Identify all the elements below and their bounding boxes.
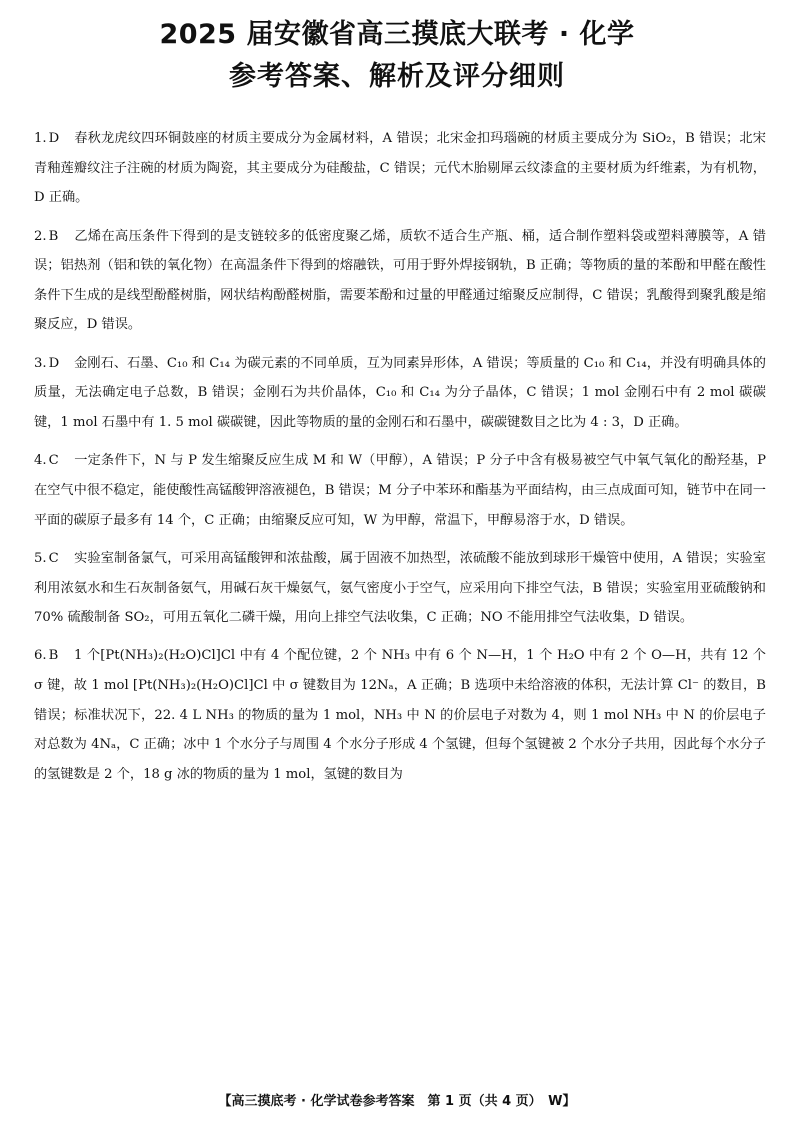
answer-list <box>34 124 766 798</box>
question-number: 2. <box>34 228 47 244</box>
question-number: 3. <box>34 355 47 371</box>
answer-item-5 <box>34 544 766 633</box>
answer-lead <box>34 446 59 476</box>
page-title: 2025 届安徽省高三摸底大联考 · 化学 <box>159 19 635 50</box>
answer-letter: B <box>48 228 59 244</box>
explanation-text: 乙烯在高压条件下得到的是支链较多的低密度聚乙烯，质软不适合生产瓶、桶，适合制作塑料袋或塑料薄膜等，A 错误；铝热剂（铝和铁的氧化物）在高温条件下得到的熔融铁，可用于野外焊接钢轨，B 正确；等物质的量的苯酚和甲醛在酸性条件下生成的是线型酚醛树脂，网状结构酚醛树脂，需要苯酚和过量的甲醛通过缩聚反应制得，C 错误；乳酸得到聚乳酸是缩聚反应，D 错误。 <box>34 228 766 333</box>
question-number: 6. <box>34 648 47 664</box>
answer-letter: D <box>48 355 60 371</box>
explanation-text: 实验室制备氯气，可采用高锰酸钾和浓盐酸，属于固液不加热型，浓硫酸不能放到球形干燥管中使用，A 错误；实验室利用浓氨水和生石灰制备氨气，用碱石灰干燥氨气，氨气密度小于空气，应采用向下排空气法，B 错误；实验室用亚硫酸钠和 70% 硫酸制备 SO₂，可用五氧化二磷干燥，用向上排空气法收集，C 正确；NO 不能用排空气法收集，D 错误。 <box>34 550 766 626</box>
answer-lead <box>34 641 58 671</box>
question-number: 1. <box>34 131 47 146</box>
explanation-text: 一定条件下，N 与 P 发生缩聚反应生成 M 和 W（甲醇），A 错误；P 分子中含有极易被空气中氧气氧化的酚羟基，P 在空气中很不稳定，能使酸性高锰酸钾溶液褪色，B 错误；M 分子中苯环和酯基为平面结构，由三点成面可知，链节中在同一平面的碳原子最多有 14 个，C 正确；由缩聚反应可知，W 为甲醇，常温下，甲醇易溶于水，D 错误。 <box>34 453 766 528</box>
explanation-text: 春秋龙虎纹四环铜鼓座的材质主要成分为金属材料，A 错误；北宋金扣玛瑙碗的材质主要成分为 SiO₂，B 错误；北宋青釉莲瓣纹注子注碗的材质为陶瓷，其主要成分为硅酸盐，C 错误；元代木胎剔犀云纹漆盒的主要材质为纤维素，为有机物，D 正确。 <box>34 131 766 206</box>
answer-item-2 <box>34 222 766 340</box>
answer-letter: D <box>48 131 60 146</box>
answer-item-3 <box>34 349 766 438</box>
answer-lead <box>34 124 59 154</box>
explanation-text: 金刚石、石墨、C₁₀ 和 C₁₄ 为碳元素的不同单质，互为同素异形体，A 错误；等质量的 C₁₀ 和 C₁₄，并没有明确具体的质量，无法确定电子总数，B 错误；金刚石为共价晶体，C₁₀ 和 C₁₄ 为分子晶体，C 错误；1 mol 金刚石中有 2 mol 碳碳键，1 mol 石墨中有 1. 5 mol 碳碳键，因此等物质的量的金刚石和石墨中，碳碳键数目之比为 4 : 3，D 正确。 <box>34 355 766 430</box>
page-footer: 【高三摸底考 · 化学试卷参考答案 第 1 页（共 4 页） W】 <box>218 1094 576 1109</box>
question-number: 4. <box>34 453 47 469</box>
answer-item-1 <box>34 124 766 213</box>
answer-lead <box>34 544 59 574</box>
question-number: 5. <box>34 550 47 566</box>
answer-item-6 <box>34 641 766 789</box>
answer-lead <box>34 349 59 379</box>
explanation-text: 1 个[Pt(NH₃)₂(H₂O)Cl]Cl 中有 4 个配位键，2 个 NH₃ 中有 6 个 N—H，1 个 H₂O 中有 2 个 O—H，共有 12 个 σ 键，故 1 mol [Pt(NH₃)₂(H₂O)Cl]Cl 中 σ 键数目为 12Nₐ，A 正确；B 选项中未给溶液的体积，无法计算 Cl⁻ 的数目，B 错误；标准状况下，22. 4 L NH₃ 的物质的量为 1 mol，NH₃ 中 N 的价层电子对数为 4，则 1 mol NH₃ 中 N 的价层电子对总数为 4Nₐ，C 正确；冰中 1 个水分子与周围 4 个水分子形成 4 个氢键，但每个氢键被 2 个水分子共用，因此每个水分子的氢键数是 2 个，18 g 冰的物质的量为 1 mol，氢键的数目为 <box>34 648 766 782</box>
answer-letter: C <box>48 453 59 469</box>
answer-letter: C <box>48 550 59 566</box>
answer-lead <box>34 222 58 252</box>
answer-letter: B <box>48 648 59 664</box>
answer-item-4 <box>34 446 766 535</box>
page-subtitle: 参考答案、解析及评分细则 <box>229 61 565 92</box>
